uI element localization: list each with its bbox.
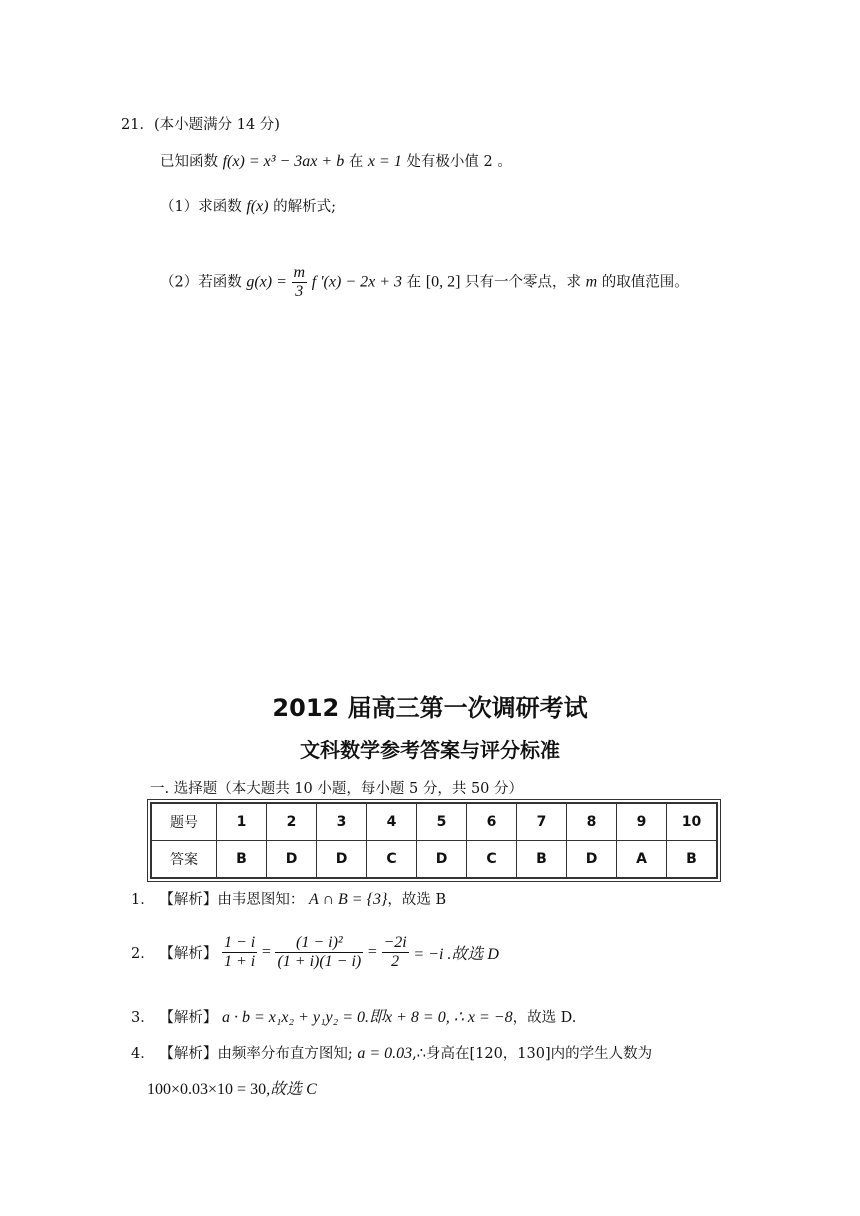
table-cell: D [317,841,367,879]
table-cell: 6 [467,803,517,841]
table-cell: 10 [667,803,718,841]
fraction-numerator: 1 − i [223,934,256,951]
q21-part2-mid: 在 [406,274,422,291]
table-row [151,841,717,879]
q21-stem-prefix: 已知函数 [160,154,218,170]
fraction-2 [275,934,363,971]
q21-part2-num: m [293,264,306,281]
solution-tag: 【解析】 [159,1046,218,1062]
solution-tail: = −i .故选 D [413,946,499,963]
solution-tag: 【解析】 [159,946,218,962]
solution-tail: ，故选 B [387,892,447,908]
solution-tail: ,故选 C [266,1081,317,1098]
table-cell: 8 [567,803,617,841]
table-cell: 7 [517,803,567,841]
table-cell: 5 [417,803,467,841]
table-cell: B [667,841,718,879]
fraction-denominator: (1 + i)(1 − i) [277,953,362,970]
table-cell: C [367,841,417,879]
table-cell: B [217,841,267,879]
table-cell: A [617,841,667,879]
table-cell: D [267,841,317,879]
fraction-denominator: 2 [391,953,400,970]
equals-sign: = [261,943,271,961]
solution-4-line2 [147,1076,317,1099]
q21-part2-g: g(x) = [246,273,287,291]
table-row-label: 答案 [151,841,217,879]
solution-number: 2． [131,946,155,962]
q21-part2-prefix: （2）若函数 [160,274,242,291]
table-cell: D [417,841,467,879]
q21-part1 [160,195,336,216]
q21-part1-suffix: 的解析式; [273,199,337,215]
table-cell: C [467,841,517,879]
fraction-numerator: (1 − i)² [275,934,363,953]
table-cell: D [567,841,617,879]
q21-stem-cond: x = 1 [367,153,402,170]
solution-tail: ，故选 D. [512,1010,577,1026]
table-cell: 4 [367,803,417,841]
solution-4 [131,1042,652,1063]
solution-3 [131,1004,576,1027]
fraction-numerator: −2i [383,934,407,951]
table-row-label: 题号 [151,803,217,841]
q21-part2-rest: f '(x) − 2x + 3 [311,273,403,291]
table-cell: 3 [317,803,367,841]
solution-formula: A ∩ B = {3} [308,891,388,908]
solution-number: 3． [131,1010,155,1026]
q21-stem-mid: 在 [348,154,364,170]
answer-table [150,802,718,879]
table-cell: 9 [617,803,667,841]
page-title: 2012 届高三第一次调研考试 [272,694,588,722]
solution-2 [131,934,499,971]
table-cell: 1 [217,803,267,841]
solution-number: 1． [131,892,155,908]
solution-formula: 100×0.03×10 = 30 [147,1081,267,1098]
q21-part2-den: 3 [295,283,304,300]
q21-heading: 21．(本小题满分 14 分) [121,117,280,133]
q21-part2-m: m [585,273,598,291]
q21-part1-prefix: （1）求函数 [160,199,242,215]
solution-mid: .即x + 8 = 0, ∴ x = −8 [365,1009,513,1026]
q21-part2-suffix1: 只有一个零点，求 [465,274,581,291]
solution-1 [131,888,446,909]
q21-part2-fraction [292,264,308,301]
section-heading: 一. 选择题（本大题共 10 小题，每小题 5 分，共 50 分） [150,781,523,797]
solution-formula: a · b = x₁x₂ + y₁y₂ = 0 [221,1009,365,1026]
solution-formula: a = 0.03 [357,1045,413,1062]
fraction-3 [382,934,409,971]
page-subtitle: 文科数学参考答案与评分标准 [300,738,560,762]
solution-number: 4． [131,1046,155,1062]
equals-sign: = [367,943,377,961]
solution-tag: 【解析】 [159,892,218,908]
q21-part2-interval: [0, 2] [425,273,461,291]
q21-stem [160,150,512,171]
table-row [151,803,717,841]
fraction-1 [222,934,257,971]
solution-text: 由频率分布直方图知; [217,1046,353,1062]
solution-text: 由韦恩图知： [217,892,305,908]
table-cell: B [517,841,567,879]
q21-part1-formula: f(x) [246,198,269,215]
q21-part2 [160,264,689,301]
q21-stem-formula: f(x) = x³ − 3ax + b [222,153,345,170]
solution-tag: 【解析】 [159,1010,218,1026]
q21-part2-suffix2: 的取值范围。 [601,274,689,291]
q21-stem-suffix: 处有极小值 2 。 [406,154,512,170]
table-cell: 2 [267,803,317,841]
solution-mid: ,∴身高在[120，130]内的学生人数为 [412,1046,653,1062]
fraction-denominator: 1 + i [223,953,256,970]
